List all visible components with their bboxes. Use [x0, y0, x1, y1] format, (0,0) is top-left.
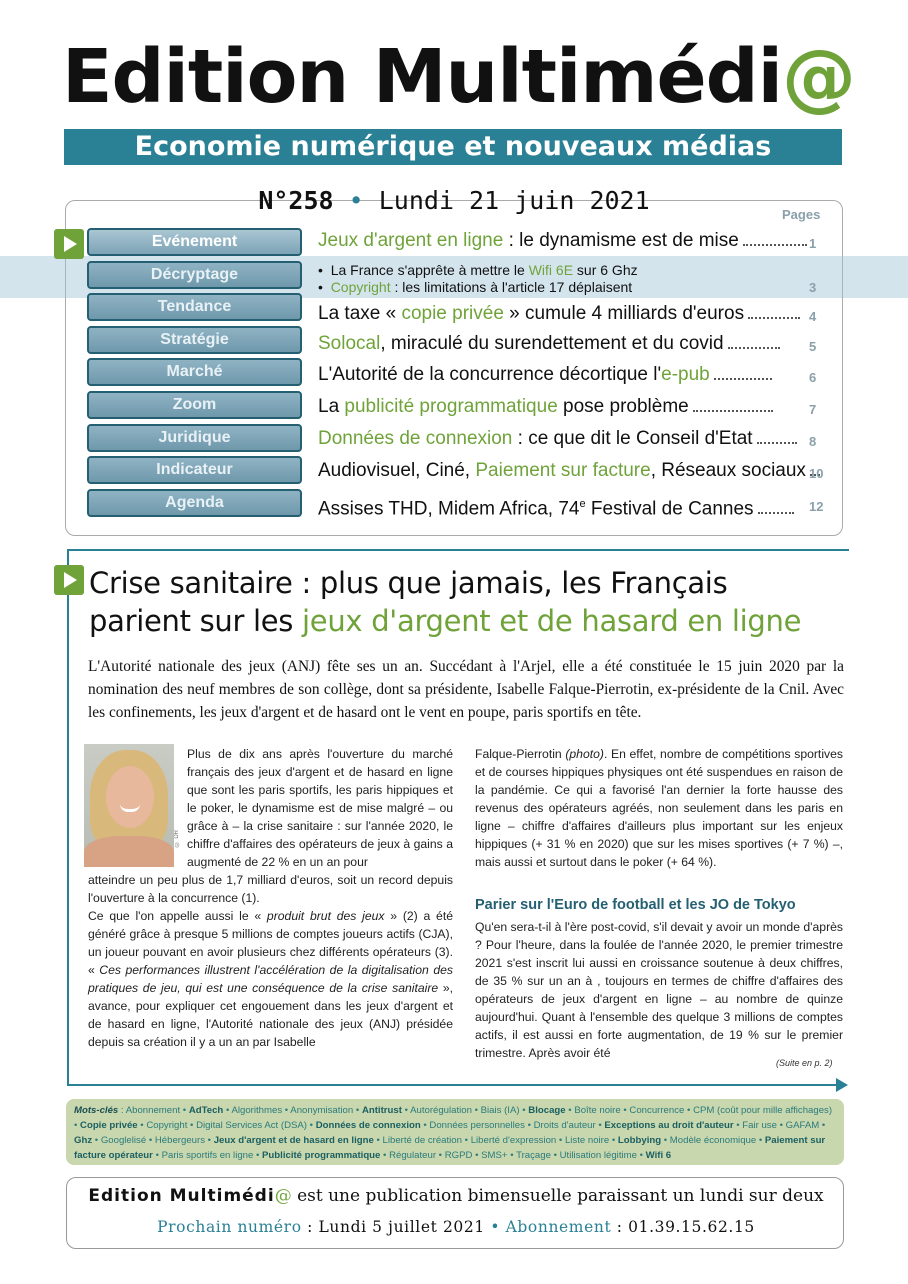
leader-dots [757, 436, 797, 444]
toc-entry-2[interactable]: La taxe « copie privée » cumule 4 milliards d'euros [318, 303, 821, 325]
keyword-item[interactable]: Exceptions au droit d'auteur [604, 1120, 734, 1131]
toc-entry-7[interactable]: Audiovisuel, Ciné, Paiement sur facture, Réseaux sociaux [318, 460, 821, 482]
leader-dots [714, 372, 772, 380]
keyword-item[interactable]: AdTech [188, 1105, 224, 1116]
article-paragraph-3: Falque-Pierrotin (photo). En effet, nombre de compétitions sportives et de courses hippiques physiques ont été suspendues en raison de la pandémie. Ce qui a favorisé l'an dernier la forte hausse des revenus des opérateurs agréés, non seulement dans les paris en ligne – chiffre d'affaires d'ailleurs plus important sur les enjeux hippiques (+ 31 % en 2020) que sur les mises sportives (+ 7 %) –, mais aussi et surtout dans le poker (+ 64 %). [475, 747, 843, 869]
subscription-label: Abonnement [505, 1218, 612, 1236]
toc-entry-5[interactable]: La publicité programmatique pose problème [318, 396, 821, 418]
issue-separator: • [333, 186, 379, 215]
keyword-separator: • [684, 1105, 694, 1116]
toc-page-9: 12 [809, 499, 824, 514]
keyword-item[interactable]: Copie privée [80, 1120, 138, 1131]
leader-dots [743, 238, 807, 246]
keyword-item[interactable]: CPM (coût pour mille affichages) [693, 1105, 833, 1116]
footer-contact: Prochain numéro : Lundi 5 juillet 2021 • Abonnement : 01.39.15.62.15 [157, 1218, 755, 1236]
keyword-item[interactable]: Fair use [742, 1120, 777, 1131]
keyword-item[interactable]: Modèle économique [669, 1135, 757, 1146]
continue-arrow-icon [836, 1078, 848, 1092]
article-paragraph-1a: Plus de dix ans après l'ouverture du marché français des jeux d'argent et de hasard en ligne que sont les paris sportifs, les paris hippiques et le poker, le dynamisme est de mise malgré – ou grâce à – la crise sanitaire : sur l'année 2020, le chiffre d'affaires des opérateurs de jeux à gains a augmenté de 22 % en un an pour [187, 747, 453, 869]
keyword-separator: • [436, 1150, 445, 1161]
keyword-separator: • [353, 1105, 362, 1116]
keyword-separator: • [137, 1120, 147, 1131]
masthead-title [62, 34, 855, 120]
pages-label: Pages [782, 207, 821, 222]
keyword-item[interactable]: Publicité programmatique [262, 1150, 381, 1161]
tab-zoom[interactable]: Zoom [87, 391, 302, 419]
portrait-photo [84, 744, 174, 867]
keyword-item[interactable]: Données de connexion [315, 1120, 421, 1131]
article-subheading: Parier sur l'Euro de football et les JO de Tokyo [475, 897, 796, 913]
masthead-at-logo: @ [781, 34, 855, 120]
toc-page-8: 10 [809, 466, 824, 481]
keyword-item[interactable]: Digital Services Act (DSA) [196, 1120, 307, 1131]
keyword-list [74, 1105, 832, 1161]
keyword-item[interactable]: Liste noire [564, 1135, 610, 1146]
article-lead: L'Autorité nationale des jeux (ANJ) fête ses un an. Succédant à l'Arjel, elle a été constituée le 15 juin 2020 par la nomination des neuf membres de son collège, dont sa présidente, Isabelle Falque-Pierrotin, ex-présidente de la Cnil. Avec les confinements, les jeux d'argent et de hasard ont le vent en poupe, paris sportifs en tête. [88, 658, 844, 721]
subscription-phone[interactable]: : 01.39.15.62.15 [611, 1218, 755, 1236]
keyword-item[interactable]: Blocage [528, 1105, 566, 1116]
tab-evenement[interactable]: Evénement [87, 228, 302, 256]
photo-credit: © DR [174, 830, 180, 847]
keyword-separator: • [92, 1135, 101, 1146]
keyword-separator: • [733, 1120, 743, 1131]
keyword-separator: • [253, 1150, 263, 1161]
toc-page-4: 6 [809, 370, 817, 385]
keyword-item[interactable]: Boîte noire [574, 1105, 621, 1116]
toc-entry-1[interactable]: Jeux d'argent en ligne : le dynamisme est de mise [318, 230, 821, 252]
keyword-separator: • [636, 1150, 646, 1161]
keywords-title: Mots-clés [74, 1105, 119, 1116]
play-arrow-icon [54, 565, 84, 595]
toc-page-1: 1 [809, 236, 817, 251]
keyword-separator: • [565, 1105, 575, 1116]
tab-agenda[interactable]: Agenda [87, 489, 302, 517]
keyword-separator: • [595, 1120, 605, 1131]
issue-number: N°258 [258, 186, 334, 215]
keyword-separator: • [223, 1105, 232, 1116]
tab-tendance[interactable]: Tendance [87, 293, 302, 321]
footer-tagline: Edition Multimédi@ est une publication bimensuelle paraissant un lundi sur deux [88, 1186, 824, 1206]
toc-page-2: 4 [809, 309, 817, 324]
keyword-separator: • [180, 1105, 189, 1116]
keyword-separator: • [461, 1135, 471, 1146]
keywords-box: Mots-clés : Abonnement • AdTech • Algorithmes • Anonymisation • Antitrust • Autorégulation • Biais (IA) • Blocage • Boîte noire • Concurrence • CPM (coût pour mille affichages) • Copie privée • Copyright • Digital Services Act (DSA) • Données de connexion • Données personnelles • Droits d'auteur • Exceptions au droit d'auteur • Fair use • GAFAM • Ghz • Googlelisé • Hébergeurs • Jeux d'argent et de hasard en ligne • Liberté de création • Liberté d'expression • Liste noire • Lobbying • Modèle économique • Paiement sur facture opérateur • Paris sportifs en ligne • Publicité programmatique • Régulateur • RGPD • SMS+ • Traçage • Utilisation légitime • Wifi 6 [66, 1099, 844, 1165]
keyword-separator: • [306, 1120, 316, 1131]
keyword-separator: • [472, 1150, 482, 1161]
keyword-separator: • [556, 1135, 565, 1146]
keyword-item[interactable]: Wifi 6 [645, 1150, 672, 1161]
keyword-separator: • [187, 1120, 197, 1131]
next-issue-label: Prochain numéro [157, 1218, 302, 1236]
toc-page-5: 7 [809, 402, 817, 417]
toc-sub-entry-1[interactable]: • La France s'apprête à mettre le Wifi 6E sur 6 Ghz [318, 262, 638, 278]
keyword-item[interactable]: Paris sportifs en ligne [161, 1150, 254, 1161]
toc-page-sub: 3 [809, 280, 817, 295]
keyword-separator: • [282, 1105, 291, 1116]
article-paragraphs-left [88, 871, 453, 1051]
keyword-separator: • [152, 1150, 162, 1161]
keyword-separator: • [756, 1135, 765, 1146]
leader-dots [693, 404, 773, 412]
keyword-item[interactable]: Autorégulation [410, 1105, 472, 1116]
keyword-separator: • [74, 1120, 81, 1131]
masthead-subtitle: Economie numérique et nouveaux médias [64, 129, 842, 165]
keyword-separator: • [380, 1150, 390, 1161]
toc-sub-entry-2[interactable]: • Copyright : les limitations à l'article 17 déplaisent [318, 279, 633, 295]
article-frame-bottom [67, 1084, 839, 1086]
article-headline [89, 564, 801, 640]
toc-entry-3[interactable]: Solocal, miraculé du surendettement et du covid [318, 333, 821, 355]
leader-dots [758, 506, 794, 514]
keyword-item[interactable]: Liberté de création [382, 1135, 462, 1146]
keyword-item[interactable]: Anonymisation [290, 1105, 354, 1116]
keyword-separator: • [420, 1120, 430, 1131]
tab-indicateur[interactable]: Indicateur [87, 456, 302, 484]
tab-decryptage[interactable]: Décryptage [87, 261, 302, 289]
keyword-item[interactable]: Ghz [74, 1135, 93, 1146]
keyword-item[interactable]: Concurrence [629, 1105, 685, 1116]
keyword-item[interactable]: Biais (IA) [480, 1105, 520, 1116]
tab-marche[interactable]: Marché [87, 358, 302, 386]
keyword-separator: • [519, 1105, 529, 1116]
keyword-item[interactable]: Jeux d'argent et de hasard en ligne [213, 1135, 374, 1146]
keyword-separator: • [550, 1150, 560, 1161]
keyword-separator: • [661, 1135, 670, 1146]
article-paragraph-4: Qu'en sera-t-il à l'ère post-covid, s'il devait y avoir un monde d'après ? Pour l'heure, dans la foulée de l'année 2020, le premier trimestre 2021 s'est inscrit lui aussi en croissance soutenue à deux chiffres, de 35 % sur un an à , toujours en termes de chiffre d'affaires des opérateurs de jeux d'argent en ligne – au nombre de quinze aujourd'hui. Quant à l'ensemble des quelque 3 millions de comptes actifs, il est aussi en forte augmentation, de 19 % sur le premier trimestre. Après avoir été [475, 920, 843, 1060]
keyword-item[interactable]: Régulateur [389, 1150, 437, 1161]
issue-date: Lundi 21 juin 2021 [378, 186, 650, 215]
tab-strategie[interactable]: Stratégie [87, 326, 302, 354]
toc-page-3: 5 [809, 339, 817, 354]
keyword-item[interactable]: Antitrust [361, 1105, 402, 1116]
keyword-separator: • [205, 1135, 214, 1146]
toc-page-6: 8 [809, 434, 817, 449]
article-paragraph-2: Ce que l'on appelle aussi le « produit brut des jeux » (2) a été généré grâce à presque 5 millions de comptes joueurs actifs (CJA), un joueur pouvant en avoir plusieurs chez différents opérateurs (3). « Ces performances illustrent l'accélération de la digitalisation des pratiques de jeu, qui est une conséquence de la crise sanitaire », avance, pour expliquer cet engouement dans les jeux d'argent et de hasard en ligne, l'Autorité nationale des jeux (ANJ) présidée depuis sa création il y a un an par Isabelle [88, 909, 453, 1049]
article-paragraph-1b: atteindre un peu plus de 1,7 milliard d'euros, soit un record depuis l'ouverture à la concurrence (1). [88, 873, 453, 905]
keyword-separator: • [471, 1105, 481, 1116]
headline-line-1: Crise sanitaire : plus que jamais, les Français [89, 566, 728, 600]
footer [66, 1177, 844, 1249]
headline-line-2: parient sur les jeux d'argent et de hasard en ligne [89, 604, 802, 638]
keyword-separator: • [146, 1135, 155, 1146]
keyword-item[interactable]: Abonnement [125, 1105, 181, 1116]
keyword-item[interactable]: Copyright [146, 1120, 188, 1131]
keyword-separator: • [524, 1120, 534, 1131]
keyword-separator: • [776, 1120, 786, 1131]
keyword-separator: • [819, 1120, 826, 1131]
play-arrow-icon [54, 229, 84, 259]
toc-entry-8[interactable]: Assises THD, Midem Africa, 74e Festival de Cannes [318, 493, 821, 520]
keyword-separator: • [373, 1135, 383, 1146]
next-issue-date: : Lundi 5 juillet 2021 [301, 1218, 485, 1236]
keyword-item[interactable]: Utilisation légitime [559, 1150, 637, 1161]
keyword-item[interactable]: Droits d'auteur [533, 1120, 596, 1131]
continued-link[interactable]: (Suite en p. 2) [776, 1058, 833, 1068]
keyword-item[interactable]: GAFAM [785, 1120, 820, 1131]
keyword-item[interactable]: SMS+ [481, 1150, 508, 1161]
issue-line [0, 186, 908, 215]
keyword-separator: • [507, 1150, 517, 1161]
toc-entry-4[interactable]: L'Autorité de la concurrence décortique l'e-pub [318, 364, 821, 386]
keyword-item[interactable]: Lobbying [617, 1135, 662, 1146]
footer-brand: Edition Multimédi [88, 1186, 275, 1206]
article-frame-left [67, 549, 69, 1085]
leader-dots [748, 311, 800, 319]
bullet: • [318, 262, 331, 278]
leader-dots [728, 341, 780, 349]
keyword-item[interactable]: Liberté d'expression [470, 1135, 557, 1146]
keyword-separator: • [609, 1135, 618, 1146]
keyword-item[interactable]: Algorithmes [231, 1105, 283, 1116]
keyword-item[interactable]: RGPD [444, 1150, 473, 1161]
keyword-item[interactable]: Paiement sur facture opérateur [74, 1135, 826, 1161]
tab-juridique[interactable]: Juridique [87, 424, 302, 452]
toc-entry-6[interactable]: Données de connexion : ce que dit le Conseil d'Etat [318, 428, 821, 450]
bullet: • [318, 279, 331, 295]
keyword-item[interactable]: Googlelisé [100, 1135, 147, 1146]
article-frame-top [67, 549, 849, 551]
keyword-item[interactable]: Hébergeurs [154, 1135, 206, 1146]
keyword-item[interactable]: Données personnelles [429, 1120, 525, 1131]
keyword-separator: • [620, 1105, 630, 1116]
footer-at-logo: @ [274, 1186, 292, 1206]
keyword-item[interactable]: Traçage [516, 1150, 551, 1161]
masthead-text: Edition Multimédi [62, 34, 782, 120]
keyword-separator: • [401, 1105, 411, 1116]
